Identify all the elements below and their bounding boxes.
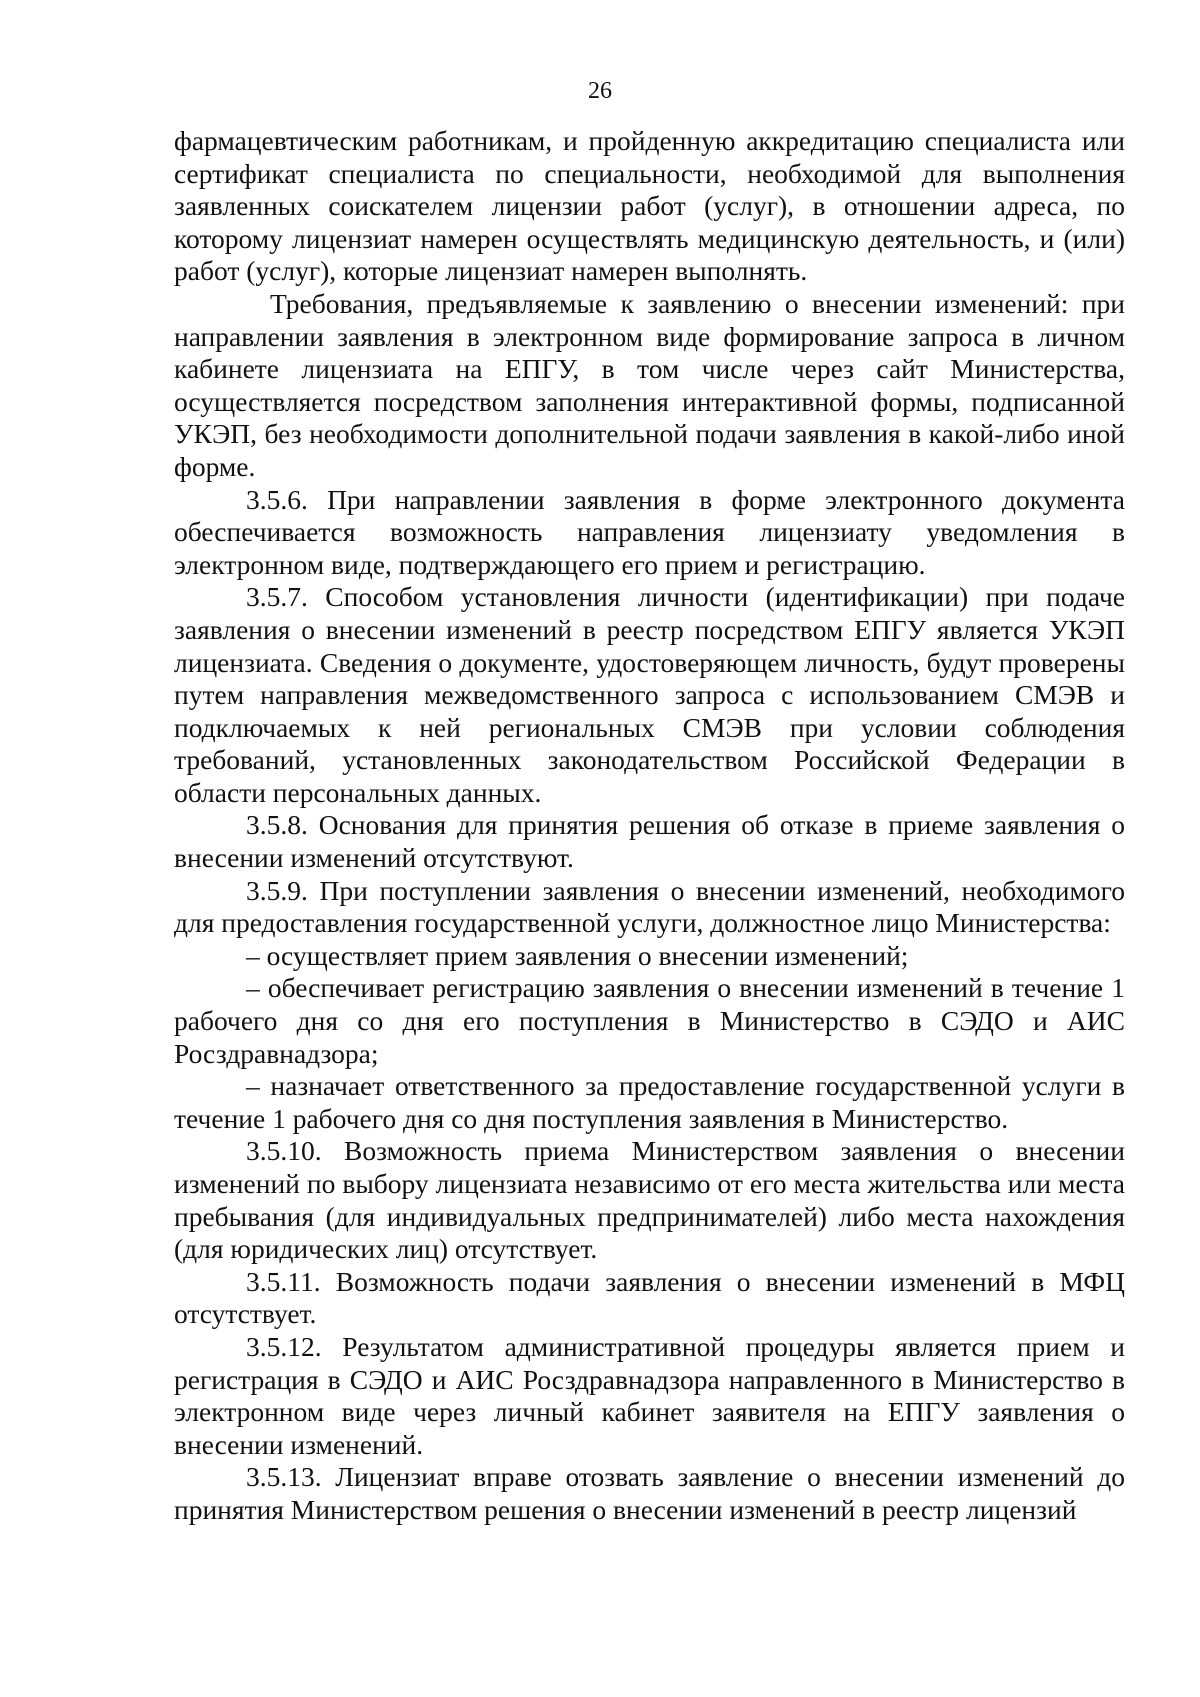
paragraph-continuation: фармацевтическим работникам, и пройденную аккредитацию специалиста или сертификат специалиста по специальности, необходимой для выполнения заявленных соискателем лицензии работ (услуг), в отношении адреса, по которому лицензиат намерен осуществлять медицинскую деятельность, и (или) работ (услуг), которые лицензиат намерен выполнять. bbox=[174, 125, 1125, 287]
paragraph-requirements: Требования, предъявляемые к заявлению о внесении изменений: при направлении заявления в электронном виде формирование запроса в личном кабинете лицензиата на ЕПГУ, в том числе через сайт Министерства, осуществляется посредством заполнения интерактивной формы, подписанной УКЭП, без необходимости дополнительной подачи заявления в какой-либо иной форме. bbox=[174, 287, 1125, 482]
paragraph-3-5-9: 3.5.9. При поступлении заявления о внесении изменений, необходимого для предоставления государственной услуги, должностное лицо Министерства: bbox=[174, 874, 1125, 939]
document-body bbox=[174, 125, 1125, 1527]
paragraph-3-5-10: 3.5.10. Возможность приема Министерством заявления о внесении изменений по выбору лицензиата независимо от его места жительства или места пребывания (для индивидуальных предпринимателей) либо места нахождения (для юридических лиц) отсутствует. bbox=[174, 1135, 1125, 1265]
paragraph-3-5-13: 3.5.13. Лицензиат вправе отозвать заявление о внесении изменений до принятия Министерством решения о внесении изменений в реестр лицензий bbox=[174, 1461, 1125, 1525]
paragraph-3-5-7: 3.5.7. Способом установления личности (идентификации) при подаче заявления о внесении изменений в реестр посредством ЕПГУ является УКЭП лицензиата. Сведения о документе, удостоверяющем личность, будут проверены путем направления межведомственного запроса с использованием СМЭВ и подключаемых к ней региональных СМЭВ при условии соблюдения требований, установленных законодательством Российской Федерации в области персональных данных. bbox=[174, 581, 1125, 808]
paragraph-3-5-8: 3.5.8. Основания для принятия решения об отказе в приеме заявления о внесении изменений отсутствуют. bbox=[174, 809, 1125, 874]
paragraph-3-5-6: 3.5.6. При направлении заявления в форме электронного документа обеспечивается возможность направления лицензиату уведомления в электронном виде, подтверждающего его прием и регистрацию. bbox=[174, 483, 1125, 580]
list-item-reception: – осуществляет прием заявления о внесении изменений; bbox=[246, 939, 909, 971]
paragraph-3-5-12: 3.5.12. Результатом административной процедуры является прием и регистрация в СЭДО и АИС Росздравнадзора направленного в Министерство в электронном виде через личный кабинет заявителя на ЕПГУ заявления о внесении изменений. bbox=[174, 1330, 1125, 1460]
page-number: 26 bbox=[588, 78, 612, 104]
list-item-assignment: – назначает ответственного за предоставление государственной услуги в течение 1 рабочего дня со дня поступления заявления в Министерство. bbox=[174, 1070, 1125, 1134]
list-item-registration: – обеспечивает регистрацию заявления о внесении изменений в течение 1 рабочего дня со дня его поступления в Министерство в СЭДО и АИС Росздравнадзора; bbox=[174, 972, 1125, 1069]
paragraph-3-5-11: 3.5.11. Возможность подачи заявления о внесении изменений в МФЦ отсутствует. bbox=[174, 1265, 1125, 1330]
